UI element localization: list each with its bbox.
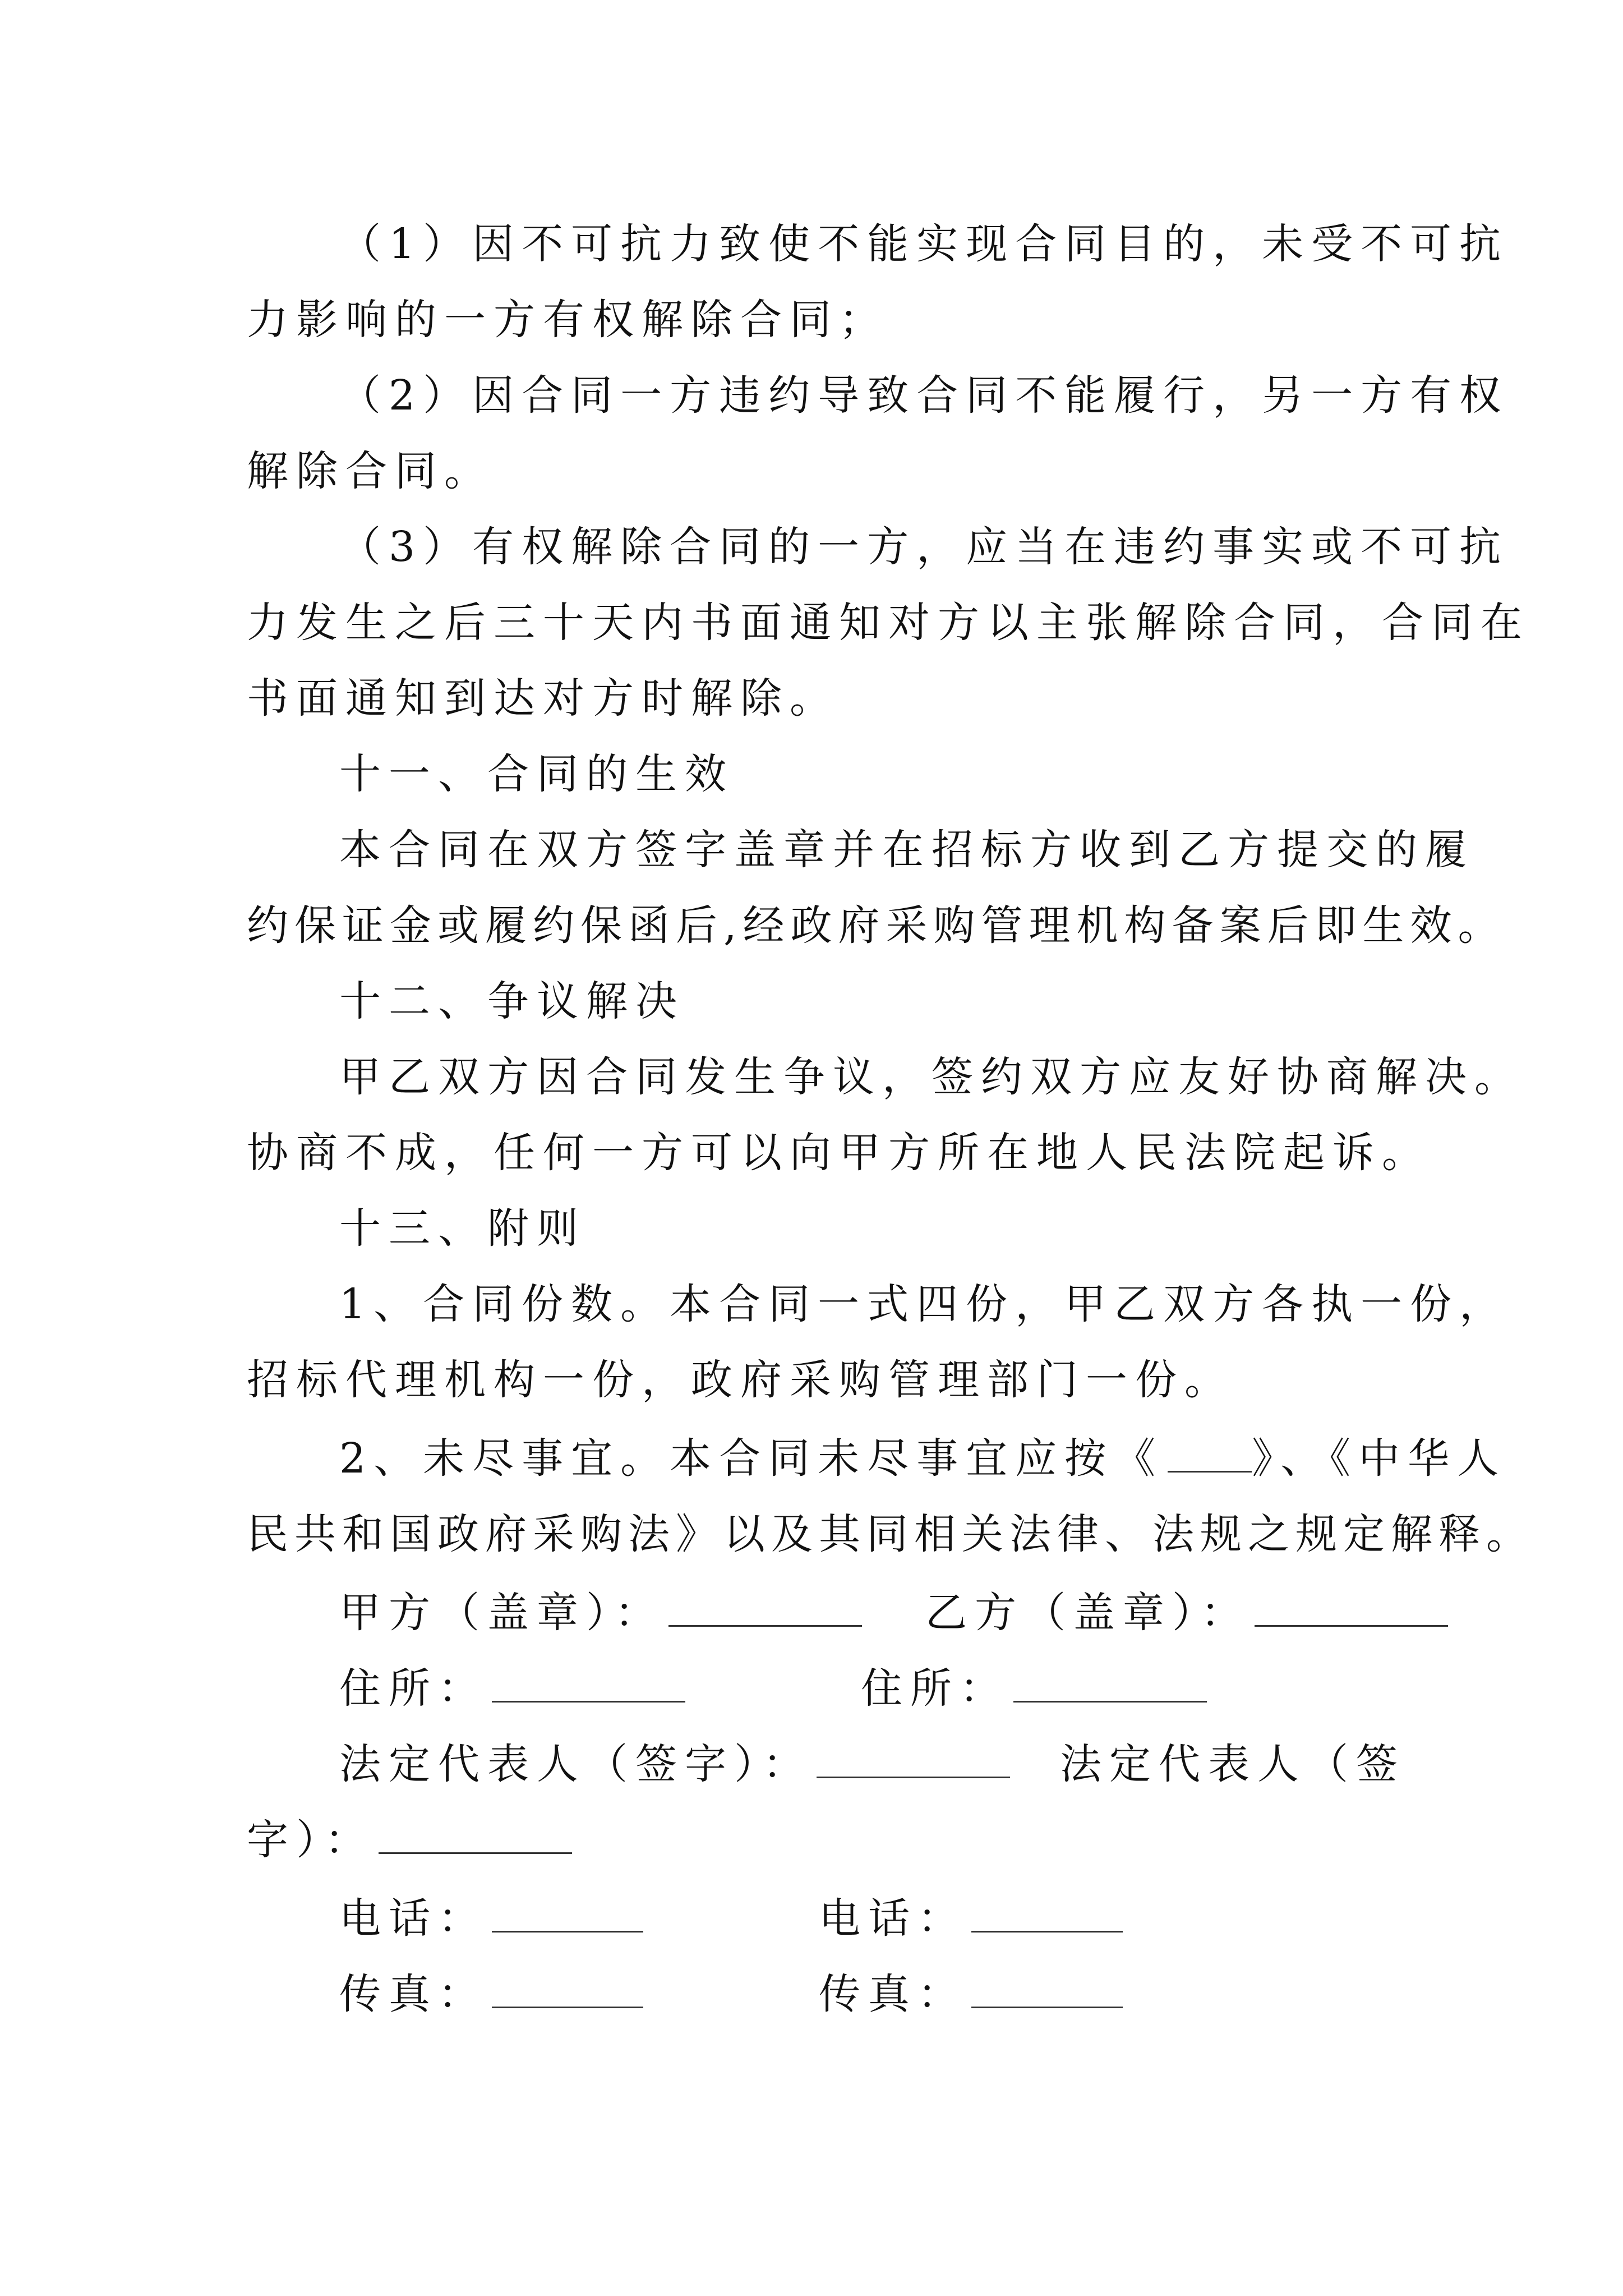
termination-item-2-line-2: 解除合同。 <box>247 447 494 495</box>
party-b-phone-row <box>819 1893 1123 1944</box>
party-b-seal-row <box>925 1588 1448 1638</box>
party-b-phone-label: 电话： <box>819 1894 967 1943</box>
termination-item-3-line-1: （3）有权解除合同的一方，应当在违约事实或不可抗 <box>339 523 1509 571</box>
clause-13-item-2-text-b: 》、《中华人 <box>1252 1434 1507 1483</box>
clause-12-heading: 十二、争议解决 <box>339 977 685 1025</box>
party-a-fax-label: 传真： <box>339 1970 487 2018</box>
clause-11-heading: 十一、合同的生效 <box>339 750 734 798</box>
clause-13-item-2-line-2: 民共和国政府采购法》以及其同相关法律、法规之规定解释。 <box>247 1510 1534 1558</box>
party-b-phone-blank[interactable] <box>971 1894 1123 1932</box>
party-a-phone-row <box>339 1893 643 1944</box>
party-b-address-row <box>861 1663 1207 1714</box>
party-b-fax-row <box>819 1969 1123 2019</box>
party-a-address-blank[interactable] <box>492 1664 685 1703</box>
party-a-seal-label: 甲方（盖章）： <box>339 1589 664 1637</box>
party-a-seal-blank[interactable] <box>668 1588 862 1627</box>
party-b-address-blank[interactable] <box>1013 1664 1207 1703</box>
clause-13-item-2-text-a: 2、未尽事宜。本合同未尽事宜应按《 <box>339 1434 1164 1483</box>
party-a-phone-label: 电话： <box>339 1894 487 1943</box>
party-a-address-row <box>339 1663 685 1714</box>
termination-item-1-line-1: （1）因不可抗力致使不能实现合同目的，未受不可抗 <box>339 220 1509 268</box>
party-b-rep-label-line-2: 字）： <box>247 1816 374 1864</box>
clause-11-body-line-2: 约保证金或履约保函后,经政府采购管理机构备案后即生效。 <box>247 901 1506 950</box>
law-name-blank[interactable] <box>1168 1434 1252 1473</box>
party-b-rep-row <box>247 1815 572 1865</box>
party-a-rep-blank[interactable] <box>817 1740 1010 1778</box>
party-b-address-label: 住所： <box>861 1664 1009 1713</box>
clause-11-body-line-1: 本合同在双方签字盖章并在招标方收到乙方提交的履 <box>339 826 1474 874</box>
clause-13-item-2-line-1 <box>339 1433 1506 1484</box>
party-b-rep-blank[interactable] <box>379 1815 572 1854</box>
termination-item-3-line-2: 力发生之后三十天内书面通知对方以主张解除合同，合同在 <box>247 599 1530 647</box>
party-a-address-label: 住所： <box>339 1664 487 1713</box>
clause-13-heading: 十三、附则 <box>339 1204 586 1253</box>
party-a-rep-row <box>339 1739 1010 1789</box>
termination-item-3-line-3: 书面通知到达对方时解除。 <box>247 674 839 723</box>
clause-13-item-1-line-1: 1、合同份数。本合同一式四份，甲乙双方各执一份， <box>339 1280 1509 1328</box>
party-a-rep-label: 法定代表人（签字）： <box>339 1740 812 1788</box>
party-a-phone-blank[interactable] <box>492 1894 643 1932</box>
party-b-seal-label: 乙方（盖章）： <box>925 1589 1250 1637</box>
party-a-fax-row <box>339 1969 643 2019</box>
party-b-seal-blank[interactable] <box>1255 1588 1448 1627</box>
party-b-fax-label: 传真： <box>819 1970 967 2018</box>
party-b-rep-label-line-1: 法定代表人（签 <box>1060 1740 1405 1788</box>
party-a-fax-blank[interactable] <box>492 1970 643 2008</box>
clause-12-body-line-1: 甲乙双方因合同发生争议，签约双方应友好协商解决。 <box>339 1053 1524 1101</box>
termination-item-1-line-2: 力影响的一方有权解除合同； <box>247 296 888 344</box>
termination-item-2-line-1: （2）因合同一方违约导致合同不能履行，另一方有权 <box>339 371 1509 420</box>
clause-12-body-line-2: 协商不成，任何一方可以向甲方所在地人民法院起诉。 <box>247 1129 1431 1177</box>
clause-13-item-1-line-2: 招标代理机构一份，政府采购管理部门一份。 <box>247 1356 1234 1404</box>
party-a-seal-row <box>339 1588 862 1638</box>
party-b-fax-blank[interactable] <box>971 1970 1123 2008</box>
